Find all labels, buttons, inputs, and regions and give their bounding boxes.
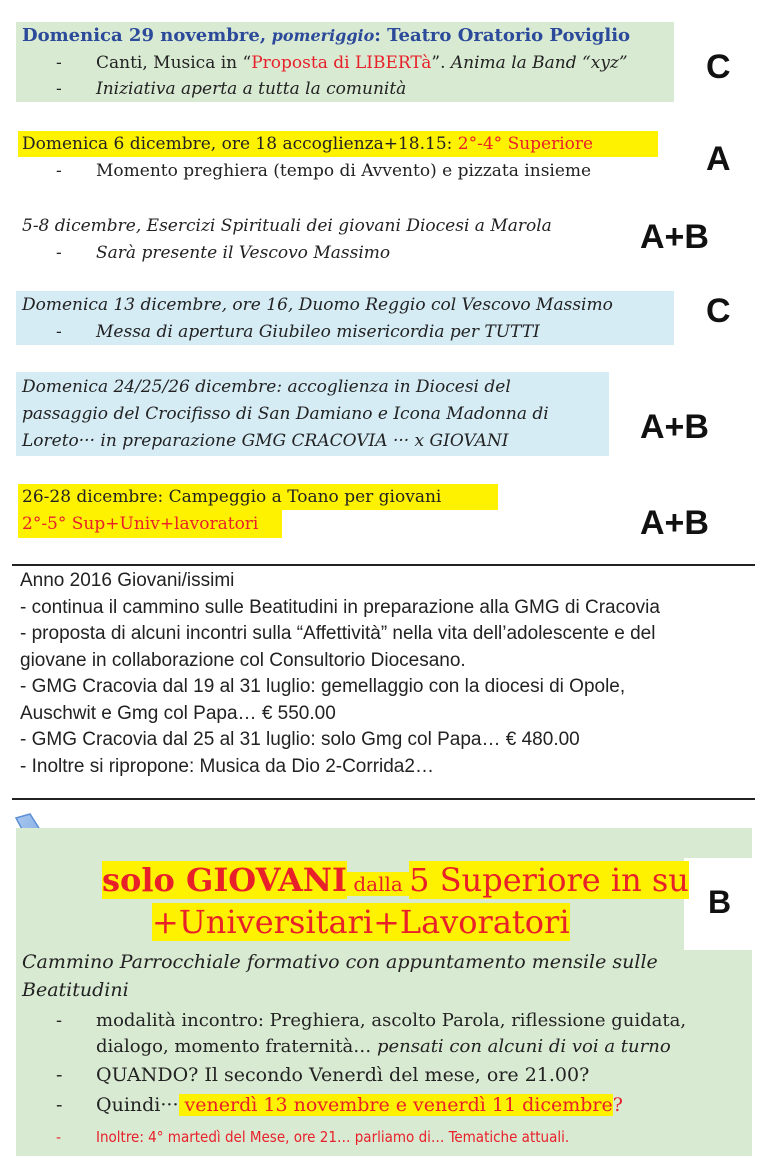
giovani-item-3-highlight: venerdì 13 novembre e venerdì 11 dicembre xyxy=(178,1094,613,1116)
giovani-dash-4: - xyxy=(56,1128,62,1146)
giovani-item-2-text: QUANDO? Il secondo Venerdì del mese, ore 21.00? xyxy=(96,1064,590,1086)
event-2-line-1-text: Momento preghiera (tempo di Avvento) e pizzata insieme xyxy=(96,161,592,181)
event-2-line-1 xyxy=(20,158,591,184)
giovani-item-1b-italic: pensati con alcuni di voi a turno xyxy=(376,1036,671,1057)
event-1-line-1-pre: Canti, Musica in “ xyxy=(96,53,252,73)
giovani-item-4-text: Inoltre: 4° martedì del Mese, ore 21… parliamo di… Tematiche attuali. xyxy=(96,1128,570,1146)
event-6-line-1: 26-28 dicembre: Campeggio a Toano per giovani xyxy=(22,487,442,507)
giovani-item-3-post: ? xyxy=(612,1094,623,1116)
giovani-headline-bold: solo GIOVANI xyxy=(102,861,347,899)
giovani-item-1a-text: modalità incontro: Preghiera, ascolto Parola, riflessione guidata, xyxy=(96,1010,687,1031)
giovani-headline-rest: 5 Superiore in su xyxy=(409,861,689,899)
year-section xyxy=(20,568,660,780)
event-2-title-red: 2°-4° Superiore xyxy=(457,134,594,154)
event-1-line-1 xyxy=(20,50,628,76)
giovani-intro-1: Cammino Parrocchiale formativo con appuntamento mensile sulle xyxy=(22,951,658,973)
year-line-3: - proposta di alcuni incontri sulla “Affettività” nella vita dell’adolescente e del xyxy=(20,623,656,644)
year-line-1: Anno 2016 Giovani/issimi xyxy=(20,570,235,591)
divider-bottom xyxy=(12,798,755,800)
giovani-item-3 xyxy=(20,1092,623,1118)
event-1-line-2-text: Iniziativa aperta a tutta la comunità xyxy=(96,79,407,99)
giovani-dash-3: - xyxy=(56,1094,63,1116)
giovani-item-2 xyxy=(20,1062,589,1088)
event-3-line-1 xyxy=(20,240,390,266)
event-1-title-pre: Domenica 29 novembre, xyxy=(22,25,267,46)
event-1-title-italic: pomeriggio xyxy=(266,26,375,45)
event-3-line-1-text: Sarà presente il Vescovo Massimo xyxy=(96,243,391,263)
giovani-headline-1 xyxy=(102,860,689,904)
event-1-line-1-red: Proposta di LIBERTà xyxy=(251,53,432,73)
year-line-6: Auschwit e Gmg col Papa… € 550.00 xyxy=(20,702,336,724)
event-6-badge: A+B xyxy=(640,504,709,542)
event-3-title: 5-8 dicembre, Esercizi Spirituali dei giovani Diocesi a Marola xyxy=(22,216,552,236)
divider-top xyxy=(12,564,755,566)
year-line-2: - continua il cammino sulle Beatitudini in preparazione alla GMG di Cracovia xyxy=(20,596,660,618)
giovani-intro-2: Beatitudini xyxy=(22,979,129,1001)
event-1-line-1-post: ”. xyxy=(431,53,451,73)
giovani-dash-1: - xyxy=(56,1010,63,1031)
event-5-line-2: passaggio del Crocifisso di San Damiano e Icona Madonna di xyxy=(22,404,549,424)
event-4-line-1-text: Messa di apertura Giubileo misericordia per TUTTI xyxy=(96,322,540,342)
event-5-line-1: Domenica 24/25/26 dicembre: accoglienza in Diocesi del xyxy=(22,377,511,397)
event-4-title: Domenica 13 dicembre, ore 16, Duomo Reggio col Vescovo Massimo xyxy=(22,295,613,315)
event-4-dash: - xyxy=(56,322,62,342)
giovani-item-1b-text: dialogo, momento fraternità… xyxy=(96,1036,377,1057)
event-1-title-post: : Teatro Oratorio Poviglio xyxy=(374,25,631,46)
event-1-line-2 xyxy=(20,76,406,102)
event-1-dash-2: - xyxy=(56,79,62,99)
event-3-badge: A+B xyxy=(640,218,709,256)
giovani-item-4 xyxy=(20,1124,569,1150)
event-2-title-pre: Domenica 6 dicembre, ore 18 accoglienza+18.15: xyxy=(22,134,458,154)
year-line-4: giovane in collaborazione col Consultorio Diocesano. xyxy=(20,649,466,671)
giovani-dash-2: - xyxy=(56,1064,63,1086)
event-1-title xyxy=(22,23,630,49)
giovani-badge: B xyxy=(708,884,732,920)
event-5-badge: A+B xyxy=(640,408,709,446)
event-1-dash-1: - xyxy=(56,53,62,73)
year-line-7: - GMG Cracovia dal 25 al 31 luglio: solo Gmg col Papa… € 480.00 xyxy=(20,729,580,750)
event-3-dash: - xyxy=(56,243,62,263)
event-6-line-2: 2°-5° Sup+Univ+lavoratori xyxy=(22,514,259,534)
event-1-line-1-italic: Anima la Band “xyz” xyxy=(450,53,628,73)
event-2-title xyxy=(22,131,593,157)
event-5-line-3: Loreto··· in preparazione GMG CRACOVIA ··· x GIOVANI xyxy=(22,431,509,451)
event-4-line-1 xyxy=(20,319,540,345)
year-line-5: - GMG Cracovia dal 19 al 31 luglio: gemellaggio con la diocesi di Opole, xyxy=(20,676,626,697)
giovani-item-1b xyxy=(96,1034,671,1060)
year-line-8: - Inoltre si ripropone: Musica da Dio 2-Corrida2… xyxy=(20,755,434,777)
event-4-badge: C xyxy=(706,292,731,330)
giovani-headline-2 xyxy=(152,902,570,942)
event-2-badge: A xyxy=(706,140,731,178)
event-2-dash: - xyxy=(56,161,62,181)
giovani-item-3-pre: Quindi··· xyxy=(96,1094,179,1116)
giovani-headline-small: dalla xyxy=(347,872,410,896)
event-1-badge: C xyxy=(706,48,731,86)
giovani-headline-2-text: +Universitari+Lavoratori xyxy=(152,903,570,941)
giovani-item-1a xyxy=(20,1008,686,1034)
